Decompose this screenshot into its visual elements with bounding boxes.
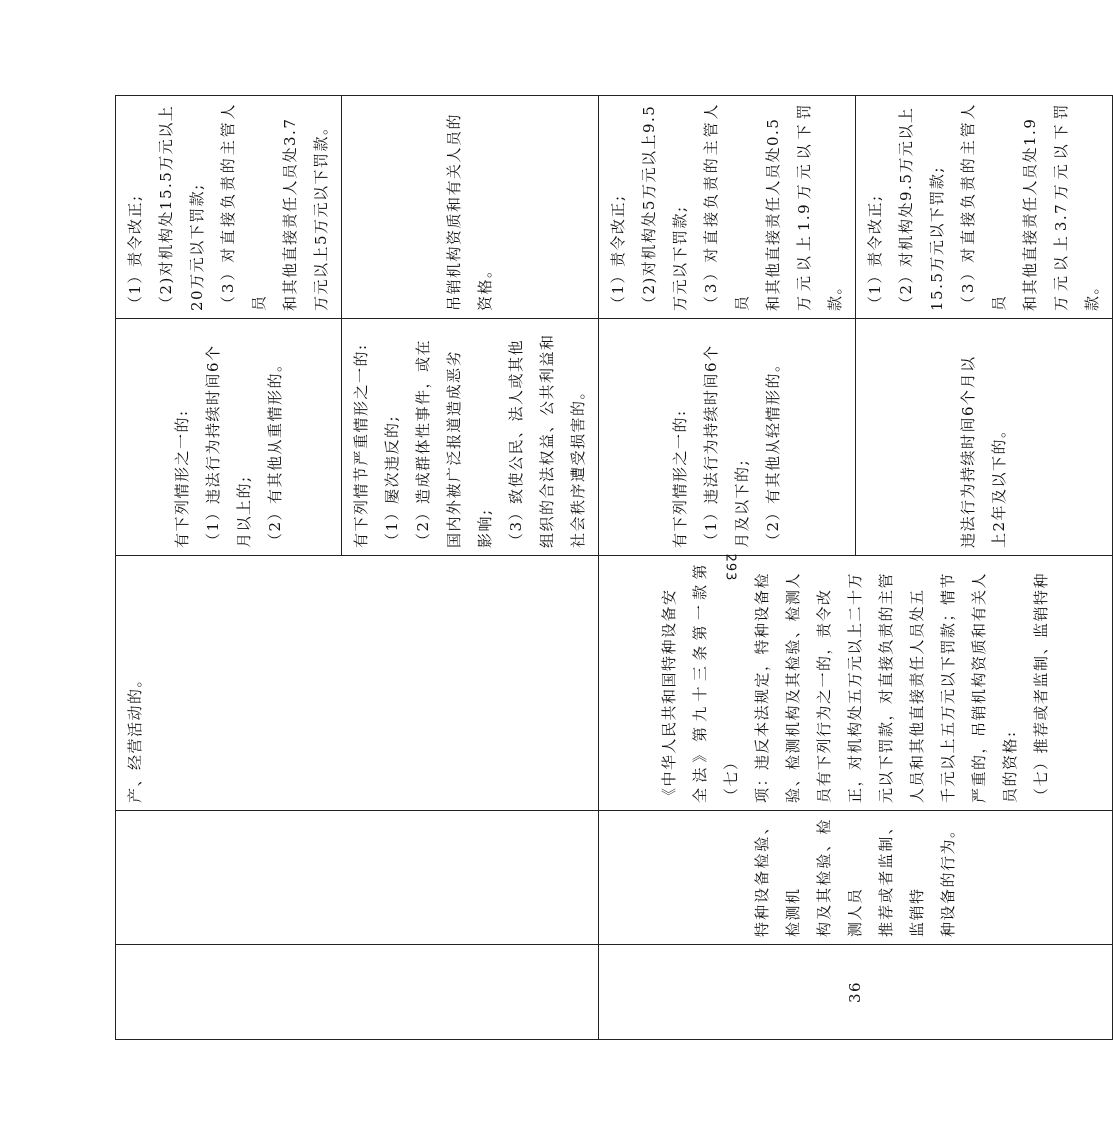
- number-cell: [599, 945, 1113, 1040]
- text-line: 万元以下罚款;: [671, 205, 689, 311]
- table-row: [116, 96, 342, 1040]
- text-line: 月以上的;: [234, 475, 253, 548]
- condition-cell: [856, 319, 1113, 556]
- text-line: （3）对直接负责的主管人员: [219, 103, 268, 311]
- text-line: 15.5万元以下罚款;: [928, 166, 946, 311]
- text-line: 万元以上3.7万元以下罚款。: [1052, 103, 1101, 311]
- text-line: （3）对直接负责的主管人员: [959, 103, 1008, 311]
- text-line: 万元以上5万元以下罚款。: [312, 118, 330, 311]
- text-line: 千元以上五万元以下罚款；情节: [939, 571, 957, 803]
- text-line: 《中华人民共和国特种设备安: [660, 588, 678, 803]
- text-line: 组织的合法权益、公共利益和: [538, 333, 556, 548]
- text-line: 元以下罚款，对直接负责的主管: [877, 571, 895, 803]
- text-line: 构及其检验、检测人员: [815, 818, 864, 937]
- text-line: （1）违法行为持续时间6个: [203, 344, 222, 548]
- text-line: 和其他直接责任人员处1.9: [1021, 117, 1039, 311]
- text-line: 上2年及以下的。: [990, 421, 1008, 548]
- page-number: 293: [722, 553, 738, 582]
- text-line: 社会秩序遭受损害的。: [569, 382, 587, 548]
- text-line: 员的资格:: [1001, 730, 1019, 803]
- penalty-cell: [116, 96, 342, 319]
- text-line: 影响;: [476, 508, 494, 548]
- text-line: 种设备的行为。: [939, 821, 957, 937]
- basis-cell: [116, 556, 599, 811]
- text-line: （2）有其他从轻情形的。: [764, 355, 782, 548]
- text-line: 项：违反本法规定，特种设备检: [753, 571, 771, 803]
- condition-cell: [116, 319, 342, 556]
- condition-cell: [342, 319, 599, 556]
- penalty-cell: [599, 96, 856, 319]
- row-number: 36: [846, 980, 864, 1004]
- text-line: （1）责令改正;: [866, 194, 884, 311]
- text-line: 严重的，吊销机构资质和有关人: [970, 571, 988, 803]
- text-line: 推荐或者监制、监销特: [877, 818, 926, 937]
- penalty-standard-table: [115, 95, 1113, 1040]
- text-line: （七）推荐或者监制、监销特种: [1032, 571, 1050, 803]
- text-line: 吊销机构资质和有关人员的: [445, 112, 463, 311]
- number-cell: [116, 945, 599, 1040]
- text-line: 月及以下的;: [733, 458, 751, 548]
- basis-text: 产、经营活动的。: [126, 670, 144, 803]
- text-line: （2）有其他从重情形的。: [265, 355, 284, 548]
- text-line: 正，对机构处五万元以上二十万: [846, 571, 864, 803]
- text-line: （1）违法行为持续时间6个: [702, 344, 720, 548]
- penalty-cell: [342, 96, 599, 319]
- basis-cell: [599, 553, 1113, 811]
- text-line: 违法行为持续时间6个月以: [959, 355, 977, 548]
- text-line: （2）对机构处9.5万元以上: [897, 106, 915, 311]
- text-line: 国内外被广泛报道造成恶劣: [445, 349, 463, 548]
- text-line: 有下列情形之一的:: [172, 409, 191, 548]
- text-line: 万元以上1.9万元以下罚款。: [795, 103, 844, 311]
- text-line: （2）造成群体性事件，或在: [414, 338, 432, 548]
- text-line: 人员和其他直接责任人员处五: [908, 588, 926, 803]
- text-line: （1）责令改正;: [126, 194, 144, 311]
- condition-cell: [599, 319, 856, 556]
- text-line: （2)对机构处5万元以上9.5: [640, 104, 658, 311]
- text-line: 和其他直接责任人员处3.7: [281, 117, 299, 311]
- text-line: 有下列情形之一的:: [671, 409, 689, 548]
- text-line: 员有下列行为之一的，责令改: [815, 588, 833, 803]
- text-line: 全法》第九十三条第一款第（七）: [691, 563, 740, 803]
- text-line: 20万元以下罚款;: [188, 183, 206, 311]
- text-line: 特种设备检验、检测机: [753, 818, 802, 937]
- text-line: （3）对直接负责的主管人员: [702, 103, 751, 311]
- text-line: （2)对机构处15.5万元以上: [157, 104, 175, 311]
- penalty-cell: [856, 96, 1113, 319]
- behavior-cell: [116, 811, 599, 945]
- text-line: 有下列情节严重情形之一的:: [352, 343, 370, 548]
- text-line: 验、检测机构及其检验、检测人: [784, 571, 802, 803]
- text-line: （1）责令改正;: [609, 194, 627, 311]
- behavior-cell: [599, 811, 1113, 945]
- text-line: 和其他直接责任人员处0.5: [764, 117, 782, 311]
- text-line: 资格。: [476, 261, 494, 311]
- text-line: （1）屡次违反的;: [383, 414, 401, 548]
- text-line: （3）致使公民、法人或其他: [507, 338, 525, 548]
